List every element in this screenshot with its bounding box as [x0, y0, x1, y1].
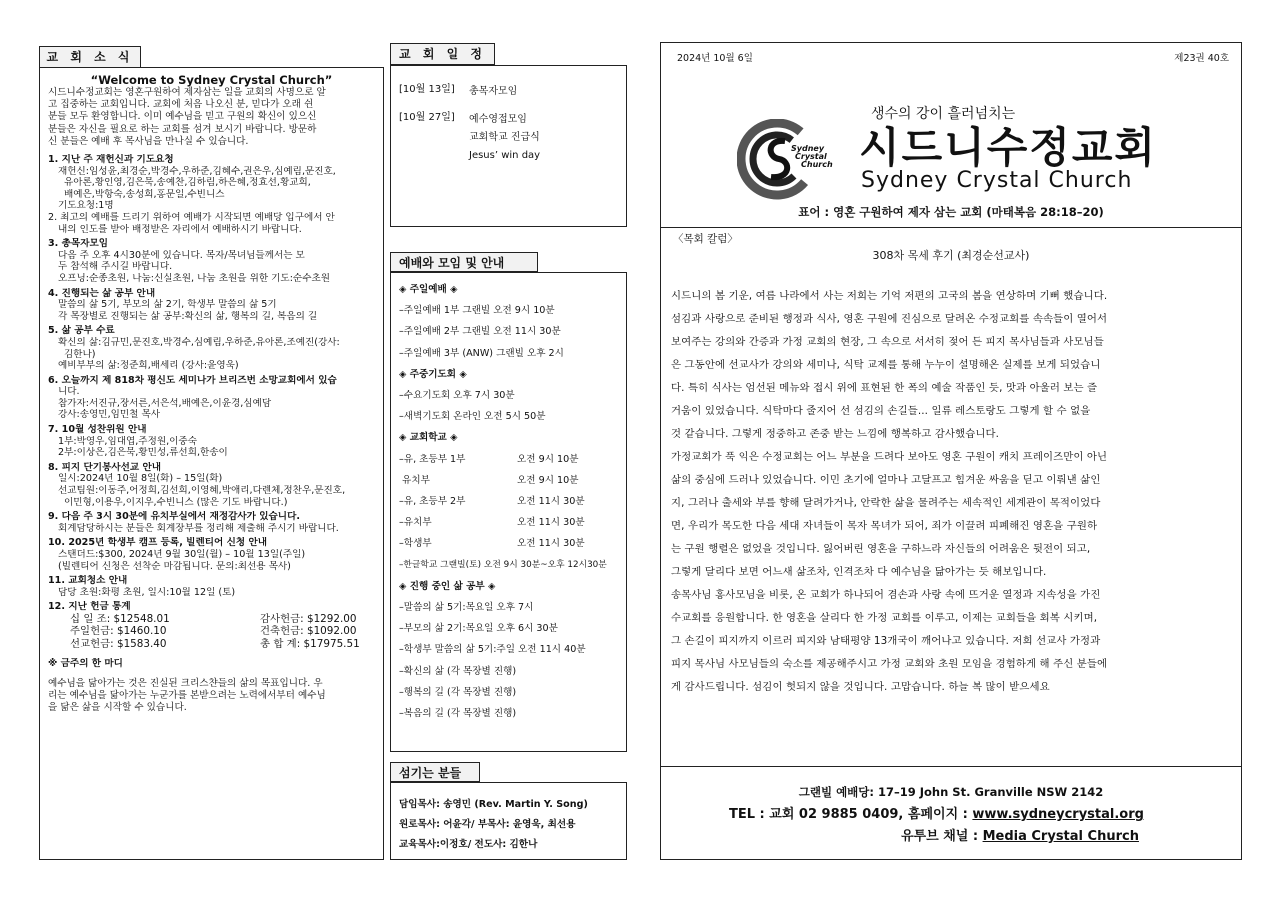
worship-text: –수요기도회 오후 7시 30분: [399, 390, 515, 402]
worship-lines: [399, 279, 620, 724]
worship-line: [399, 343, 620, 364]
news-item-line: 선교팀원:이동주,어정희,김선희,이영혜,박애리,다렌체,정찬우,문진호,: [58, 485, 346, 497]
column-title: 308차 목세 후기 (최경순선교사): [872, 249, 1030, 262]
header-divider: [661, 227, 1241, 228]
news-item-line: 회계담당하시는 분들은 회계장부를 정리해 제출해 주시기 바랍니다.: [58, 522, 339, 534]
news-item-line: 12. 지난 헌금 통계: [48, 601, 131, 613]
worship-line: [399, 321, 620, 342]
today-word-title: ※ 금주의 한 마디: [48, 658, 123, 670]
worship-line: [399, 364, 620, 385]
schedule-tab: 교 회 일 정: [390, 43, 495, 65]
news-items: [48, 154, 375, 613]
worship-line: [399, 385, 620, 406]
worship-text: ◈ 주중기도회 ◈: [399, 368, 467, 380]
servants-lines: [399, 795, 620, 855]
worship-line: [399, 449, 620, 470]
news-item-line: 7. 10월 성찬위원 안내: [48, 424, 147, 436]
church-name-kr: 시드니수정교회: [859, 123, 1158, 172]
column-line: 보여주는 강의와 간증과 가정 교회의 현장, 그 속으로 서서히 젖어 든 피지 목사님들과 사모님들: [671, 336, 1104, 348]
column-line: 은 그동안에 선교사가 강의와 세미나, 식탁 교제를 통해 누누이 설명해온 실제를 보게 되었습니: [671, 359, 1101, 371]
worship-line: [399, 427, 620, 448]
worship-time: 오전 11시 30분: [517, 538, 585, 550]
website-link[interactable]: www.sydneycrystal.org: [972, 807, 1144, 822]
tagline: 생수의 강이 흘러넘치는: [871, 106, 1016, 122]
column-line: 것 같습니다. 그렇게 정중하고 존중 받는 느낌에 행복하고 감사했습니다.: [671, 428, 1000, 440]
worship-text: ◈ 교회학교 ◈: [399, 432, 458, 444]
news-item-line: 기도요청:1명: [58, 200, 114, 212]
worship-text: –주일예배 1부 그랜빌 오전 9시 10분: [399, 305, 555, 317]
welcome-title: “Welcome to Sydney Crystal Church”: [90, 73, 333, 87]
footer-divider: [661, 766, 1241, 767]
worship-line: [399, 703, 620, 724]
news-item-line: 오프닝:순종초원, 나눔:신실초원, 나눔 초원을 위한 기도:순수초원: [58, 272, 330, 284]
news-box: [39, 67, 384, 860]
news-item-line: 11. 교회청소 안내: [48, 575, 128, 587]
news-item-line: 두 참석해 주시길 바랍니다.: [58, 261, 173, 273]
worship-time: 오전 9시 10분: [517, 453, 579, 465]
servant-line: 교육목사:이정호/ 전도사: 김한나: [399, 839, 538, 850]
worship-time: 오전 11시 30분: [517, 517, 585, 529]
news-item-line: 유아론,황인영,김은묵,송예찬,김하림,하은혜,정효선,황교희,: [64, 177, 311, 189]
intro-line: 분들 모두 환영합니다. 이미 예수님을 믿고 구원의 확신이 있으신: [48, 111, 317, 123]
worship-line: [399, 406, 620, 427]
worship-text: –말씀의 삶 5기:목요일 오후 7시: [399, 602, 534, 614]
news-intro: [48, 87, 375, 148]
worship-text: –부모의 삶 2기:목요일 오후 6시 30분: [399, 623, 558, 635]
schedule-line: 예수영접모임: [469, 114, 527, 125]
column-line: 지, 그러나 출세와 부를 향해 달려가거나, 안락한 삶을 물려주는 세속적인 세계관이 목적이었다: [671, 497, 1101, 509]
worship-text: –유, 초등부 1부: [399, 453, 466, 465]
column-line: 는 구원 행렬은 없었을 것입니다. 잃어버린 영혼을 구하느라 자신들의 어려움은 뒷전이 되고,: [671, 543, 1091, 555]
today-word-line: 을 닮은 삶을 시작할 수 있습니다.: [48, 702, 187, 714]
column-line: 그 손길이 피지까지 이르러 피지와 남태평양 13개국이 깨어나고 있습니다. 저희 선교사 가정과: [671, 635, 1101, 647]
intro-line: 고 집중하는 교회입니다. 교회에 처음 나오신 분, 믿다가 오래 쉰: [48, 99, 314, 111]
news-item-line: 3. 총목자모임: [48, 238, 108, 250]
column-body: [671, 285, 1237, 699]
column-line: 게 감사드립니다. 섬김이 헛되지 않을 것입니다. 고맙습니다. 하늘 복 많이 받으세요: [671, 681, 1050, 693]
worship-line: [399, 639, 620, 660]
youtube-link[interactable]: Media Crystal Church: [982, 829, 1139, 844]
worship-line: [399, 300, 620, 321]
worship-text: ◈ 진행 중인 삶 공부 ◈: [399, 580, 496, 592]
schedule-date: [10월 27일]: [399, 112, 455, 123]
news-item-line: 스탠더드:$300, 2024년 9월 30일(월) – 10월 13일(주일): [58, 549, 306, 561]
today-word: [48, 678, 375, 715]
servant-line: 담임목사: 송영민 (Rev. Martin Y. Song): [399, 799, 588, 810]
worship-text: –새벽기도회 온라인 오전 5시 50분: [399, 411, 546, 423]
worship-line: [399, 279, 620, 300]
news-item-line: 8. 피지 단기봉사선교 안내: [48, 461, 162, 473]
news-item-line: 예비부부의 삶:정준희,배세리 (강사:윤영욱): [58, 360, 239, 372]
servants-box: [390, 782, 627, 860]
worship-line: [399, 597, 620, 618]
worship-box: [390, 272, 627, 752]
offering-cell: 건축헌금: $1092.00: [260, 625, 357, 638]
worship-line: [399, 533, 620, 554]
offering-row: [70, 625, 375, 638]
church-name-en: Sydney Crystal Church: [861, 168, 1133, 193]
issue-date: 2024년 10월 6일: [677, 53, 753, 64]
column-line: 거움이 있었습니다. 식탁마다 줄지어 선 섬김의 손길들... 일류 레스토랑도 그렇게 할 수 없을: [671, 405, 1091, 417]
offering-row: [70, 638, 375, 651]
today-word-line: 리는 예수님을 닮아가는 누군가를 본받으려는 노력에서부터 예수님: [48, 690, 326, 702]
issue-volume: 제23권 40호: [1174, 53, 1229, 64]
news-item-line: 내의 인도를 받아 배정받은 자리에서 예배하시기 바랍니다.: [58, 223, 302, 235]
news-item-line: 니다.: [58, 386, 80, 398]
schedule-date: [10월 13일]: [399, 84, 455, 95]
offering-cell: 총 합 계: $17975.51: [260, 637, 360, 650]
worship-tab: 예배와 모임 및 안내: [390, 252, 538, 272]
footer-youtube: 유투브 채널 : Media Crystal Church: [901, 829, 1139, 844]
today-word-line: 예수님을 닮아가는 것은 진실된 크리스챤들의 삶의 목표입니다. 우: [48, 678, 323, 690]
schedule-lines: [469, 111, 540, 165]
worship-text: –주일예배 3부 (ANW) 그랜빌 오후 2시: [399, 347, 564, 359]
news-item-line: 배예은,박항숙,송성희,홍문일,수빈니스: [64, 188, 225, 200]
offering-cell: 주일헌금: $1460.10: [70, 625, 167, 638]
worship-text: 유치부: [399, 474, 430, 486]
footer-tel: TEL : 교회 02 9885 0409, 홈페이지 : www.sydneycrystal.org: [729, 807, 1144, 822]
intro-line: 신 분들은 예배 후 목사님을 만나실 수 있습니다.: [48, 135, 249, 147]
offering-cell: 십 일 조: $12548.01: [70, 612, 170, 625]
news-item-line: 1부:박영우,임대엽,주정원,이중숙: [58, 435, 197, 447]
schedule-lines: [469, 83, 517, 101]
worship-line: [399, 661, 620, 682]
bulletin-page: [660, 42, 1242, 860]
news-item-line: 말씀의 삶 5기, 부모의 삶 2기, 학생부 말씀의 삶 5기: [58, 299, 277, 311]
worship-line: [399, 512, 620, 533]
column-line: 가정교회가 푹 익은 수정교회는 어느 부분을 드려다 보아도 영혼 구원이 캐치 프레이즈만이 아닌: [671, 451, 1108, 463]
worship-text: –학생부 말씀의 삶 5기:주일 오전 11시 40분: [399, 644, 586, 656]
schedule-items: [399, 83, 618, 165]
news-item-line: 담당 초원:화평 초원, 일시:10월 12일 (토): [58, 586, 236, 598]
worship-line: [399, 618, 620, 639]
column-line: 면, 우리가 목도한 다음 세대 자녀들이 목자 목녀가 되어, 죄가 이끌려 피폐해진 영혼을 구원하: [671, 520, 1098, 532]
worship-time: 오전 11시 30분: [517, 496, 585, 508]
offering-cell: 선교헌금: $1583.40: [70, 637, 167, 650]
schedule-line: Jesus’ win day: [469, 150, 541, 161]
worship-text: –유치부: [399, 517, 432, 529]
news-item-line: 일시:2024년 10월 8일(화) – 15일(화): [58, 473, 223, 485]
worship-text: ◈ 주일예배 ◈: [399, 284, 458, 295]
schedule-item: [399, 83, 618, 101]
column-line: 피지 목사님 사모님들의 숙소를 제공해주시고 가정 교회와 초원 모임을 경험하게 해 주신 분들에: [671, 658, 1108, 670]
worship-line: [399, 470, 620, 491]
news-item-line: 확신의 삶:김규민,문진호,박경수,심예림,우하준,유아론,조예진(강사:: [58, 336, 340, 348]
worship-text: –한글학교 그랜빌(토) 오전 9시 30분~오후 12시30분: [399, 559, 607, 570]
worship-line: [399, 682, 620, 703]
worship-text: –복음의 길 (각 목장별 진행): [399, 708, 517, 720]
offering-row: [70, 613, 375, 626]
news-item-line: 강사:송영민,임민철 목사: [58, 409, 161, 421]
news-item-line: 각 목장별로 진행되는 삶 공부:확신의 삶, 행복의 길, 복음의 길: [58, 310, 318, 322]
offering-cell: 감사헌금: $1292.00: [260, 612, 357, 625]
column-line: 수교회를 응원합니다. 한 영혼을 살리다 한 가정 교회를 이루고, 이제는 교회들을 회복 시키며,: [671, 612, 1098, 624]
news-item-line: (빌렌티어 신청은 선착순 마감됩니다. 문의:최선용 목사): [58, 560, 291, 572]
news-item-line: 다음 주 오후 4시30분에 있습니다. 목자/목녀님들께서는 모: [58, 249, 305, 261]
motto: 표어 : 영혼 구원하여 제자 삼는 교회 (마태복음 28:18–20): [798, 205, 1104, 219]
news-item-line: 10. 2025년 학생부 캠프 등록, 빌렌티어 신청 안내: [48, 537, 268, 549]
worship-line: [399, 576, 620, 597]
news-item-line: 2. 최고의 예배를 드리기 위하여 예배가 시작되면 예배당 입구에서 안: [48, 211, 335, 223]
news-item-line: 2부:이상은,김은묵,황민성,류선희,한송이: [58, 447, 228, 459]
news-item-line: 참가자:서진규,장서른,서은석,배예은,이윤경,심예담: [58, 397, 272, 409]
schedule-item: [399, 111, 618, 165]
worship-text: –행복의 길 (각 목장별 진행): [399, 686, 517, 698]
news-item-line: 9. 다음 주 3시 30분에 유치부실에서 재정감사가 있습니다.: [48, 511, 300, 523]
worship-line: [399, 491, 620, 512]
news-item-line: 4. 진행되는 삶 공부 안내: [48, 287, 156, 299]
schedule-line: 총목자모임: [469, 86, 518, 97]
worship-line: [399, 555, 620, 576]
servant-line: 원로목사: 어윤각/ 부목사: 윤영욱, 최선용: [399, 819, 576, 830]
intro-line: 시드니수정교회는 영혼구원하여 제자삼는 일을 교회의 사명으로 알: [48, 87, 326, 98]
column-line: 시드니의 봄 기운, 여름 나라에서 사는 저희는 기억 저편의 고국의 봄을 연상하며 기뻐 했습니다.: [671, 290, 1108, 302]
worship-text: –유, 초등부 2부: [399, 496, 466, 508]
schedule-box: [390, 65, 627, 227]
column-line: 삶의 중심에 드러나 있었습니다. 이민 초기에 얼마나 고달프고 힘겨운 싸움을 딛고 이뤄낸 삶인: [671, 474, 1101, 486]
column-line: 송목사님 홍사모님을 비롯, 온 교회가 하나되어 겸손과 사랑 속에 뜨거운 열정과 지속성을 가진: [671, 589, 1101, 601]
offering-stats: [48, 613, 375, 651]
news-item-line: 6. 오늘까지 제 818차 평신도 세미나가 브리즈번 소망교회에서 있습: [48, 374, 337, 386]
intro-line: 분들은 자신을 필요로 하는 교회를 섬겨 보시기 바랍니다. 방문하: [48, 123, 317, 135]
worship-text: –확신의 삶 (각 목장별 진행): [399, 665, 517, 677]
worship-text: –학생부: [399, 538, 432, 550]
column-line: 다. 특히 식사는 엄선된 메뉴와 접시 위에 표현된 한 폭의 예술 작품인 듯, 맛과 아울러 보는 즐: [671, 382, 1098, 394]
worship-time: 오전 9시 10분: [517, 474, 579, 486]
news-item-line: 1. 지난 주 재헌신과 기도요청: [48, 154, 174, 166]
news-item-line: 김한나): [64, 348, 96, 360]
schedule-line: 교회학교 진급식: [469, 132, 540, 143]
column-label: 〈목회 칼럼〉: [673, 233, 738, 245]
servants-tab: 섬기는 분들: [390, 762, 480, 782]
column-line: 섬김과 사랑으로 준비된 행정과 식사, 영혼 구원에 진심으로 달려온 수정교회를 속속들이 열어서: [671, 313, 1108, 325]
worship-text: –주일예배 2부 그랜빌 오전 11시 30분: [399, 326, 561, 338]
news-item-line: 5. 삶 공부 수료: [48, 325, 115, 337]
footer-address: 그랜빌 예배당: 17–19 John St. Granville NSW 2142: [798, 785, 1104, 799]
column-line: 그렇게 달리다 보면 어느새 삶조차, 인격조차 다 예수님을 닮아가는 듯 해보입니다.: [671, 566, 1047, 578]
logo-text: Sydney Crystal Church: [791, 144, 833, 169]
news-tab: 교 회 소 식: [39, 46, 141, 68]
news-item-line: 재헌신:임성윤,최경순,박경수,우하준,김혜수,권은우,심예림,문진호,: [58, 165, 336, 177]
news-item-line: 이민형,이용우,이지우,수빈니스 (많은 기도 바랍니다.): [64, 496, 288, 508]
